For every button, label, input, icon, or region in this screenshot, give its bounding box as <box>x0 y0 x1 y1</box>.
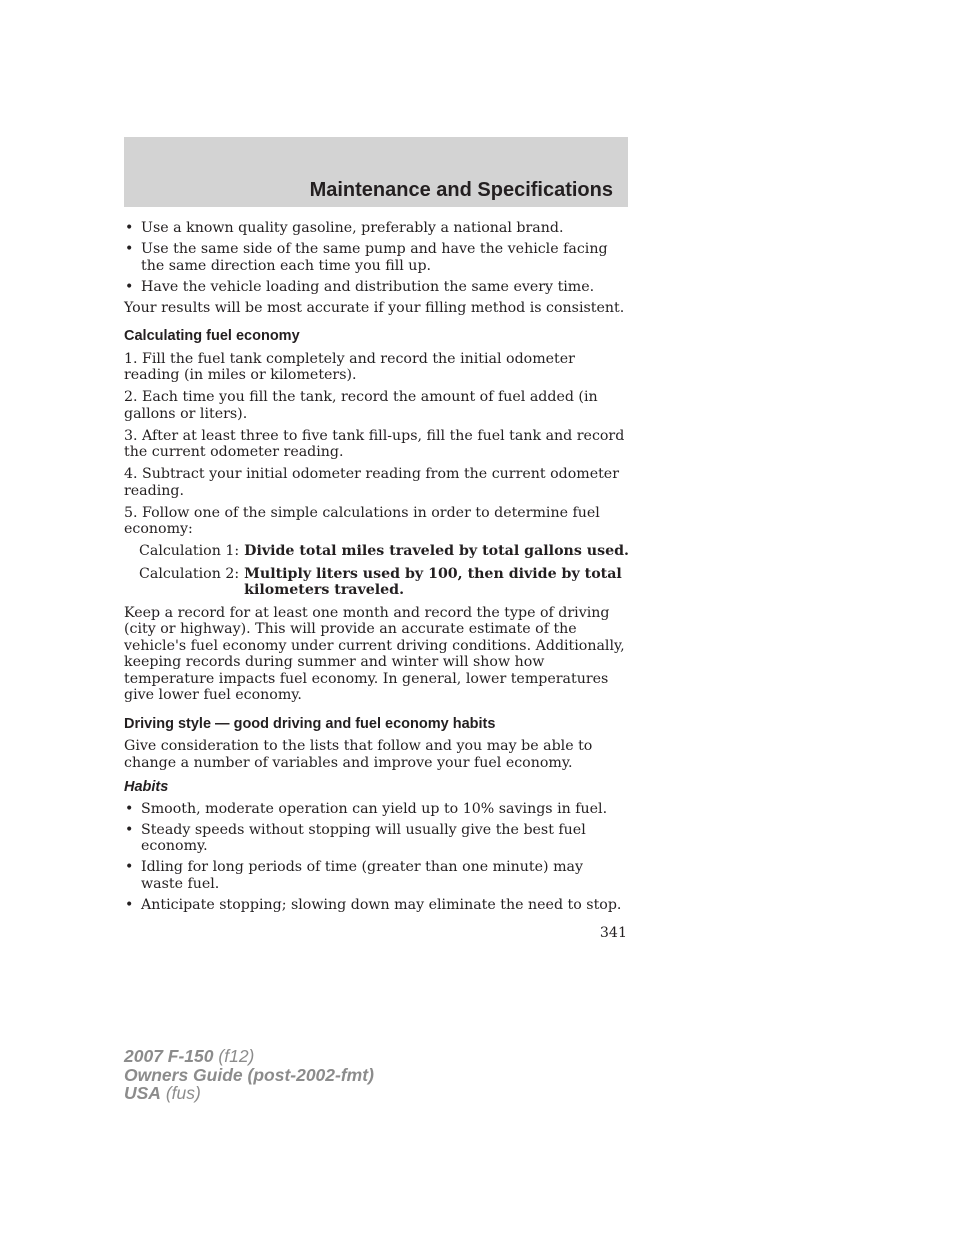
footer-line-region <box>124 1084 374 1103</box>
footer-line-model <box>124 1047 374 1066</box>
page-number: 341 <box>599 925 627 941</box>
list-item: • Have the vehicle loading and distribution the same every time. <box>124 279 629 296</box>
list-item: • Smooth, moderate operation can yield up to 10% savings in fuel. <box>124 801 629 818</box>
list-item: • Use the same side of the same pump and have the vehicle facing the same direction each time you fill up. <box>124 241 629 274</box>
list-item: • Idling for long periods of time (greater than one minute) may waste fuel. <box>124 859 629 892</box>
section-header-band <box>124 137 628 207</box>
document-footer <box>124 1047 374 1103</box>
calculation-label: Calculation 2: <box>139 565 240 582</box>
calc-step: 1. Fill the fuel tank completely and record the initial odometer reading (in miles or kilometers). <box>124 350 575 383</box>
list-item: • Anticipate stopping; slowing down may eliminate the need to stop. <box>124 897 629 914</box>
habits-heading: Habits <box>124 779 169 795</box>
calc-step: 4. Subtract your initial odometer reading from the current odometer reading. <box>124 466 619 499</box>
calculation-label: Calculation 1: <box>139 543 240 559</box>
footer-model-code: (f12) <box>218 1046 255 1066</box>
calc-step: 3. After at least three to five tank fill-ups, fill the fuel tank and record the current odometer reading. <box>124 427 625 460</box>
intro-paragraph: Your results will be most accurate if your filling method is consistent. <box>124 299 625 316</box>
footer-guide: Owners Guide (post-2002-fmt) <box>124 1064 374 1085</box>
list-item: • Steady speeds without stopping will usually give the best fuel economy. <box>124 822 629 855</box>
driving-style-heading: Driving style — good driving and fuel economy habits <box>124 715 496 732</box>
calculation-text: Multiply liters used by 100, then divide by total kilometers traveled. <box>244 565 622 598</box>
habits-list <box>124 801 629 914</box>
section-title: Maintenance and Specifications <box>309 179 613 201</box>
record-paragraph: Keep a record for at least one month and record the type of driving (city or highway). This will provide an accurate estimate of the vehicle's fuel economy under current driving conditions. Additionally, keeping records during summer and winter will show how temperature impacts fuel economy. In general, lower temperatures give lower fuel economy. <box>124 604 625 703</box>
calculation-2 <box>139 566 629 599</box>
fueling-tips-list <box>124 220 629 295</box>
footer-region-code: (fus) <box>165 1083 201 1103</box>
footer-line-guide <box>124 1066 374 1085</box>
list-item: • Use a known quality gasoline, preferably a national brand. <box>124 220 629 237</box>
footer-model: 2007 F-150 <box>124 1046 214 1066</box>
calc-step: 2. Each time you fill the tank, record the amount of fuel added (in gallons or liters). <box>124 389 598 422</box>
calc-step: 5. Follow one of the simple calculations in order to determine fuel economy: <box>124 504 600 537</box>
calculating-heading: Calculating fuel economy <box>124 328 300 344</box>
footer-region: USA <box>124 1083 161 1103</box>
page-content <box>124 220 629 918</box>
calculation-1 <box>139 543 629 560</box>
driving-paragraph: Give consideration to the lists that follow and you may be able to change a number of variables and improve your fuel economy. <box>124 738 593 771</box>
calculation-text: Divide total miles traveled by total gallons used. <box>244 543 629 559</box>
